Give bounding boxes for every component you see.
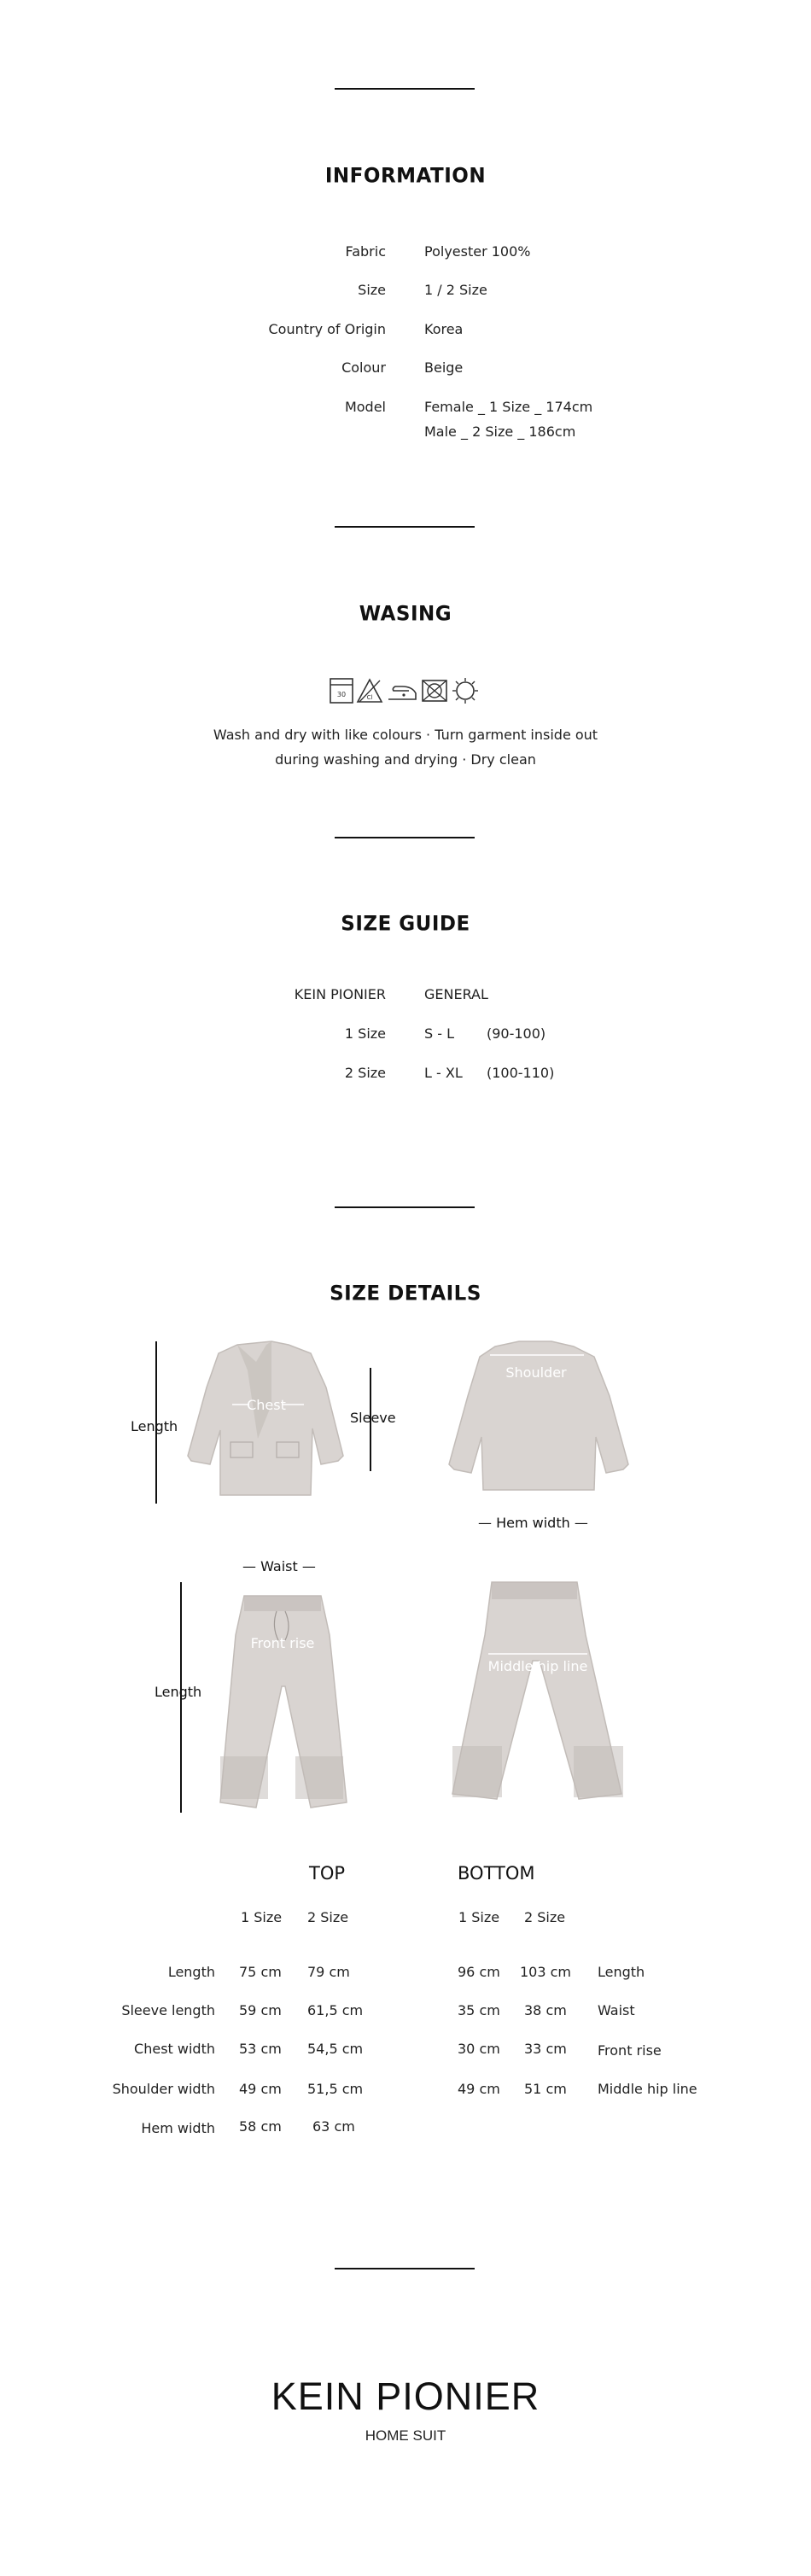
info-label-colour: Colour	[341, 359, 386, 376]
info-value-model-male: Male _ 2 Size _ 186cm	[424, 423, 576, 440]
waist-label: — Waist —	[242, 1558, 316, 1574]
bottom-back-diagram	[427, 1575, 649, 1814]
bottom-row-label: Length	[598, 1964, 645, 1980]
info-label-fabric: Fabric	[345, 243, 386, 260]
bottom-row-s2: 38 cm	[524, 2002, 567, 2018]
bottom-row-s2: 33 cm	[524, 2041, 567, 2057]
section-divider	[335, 88, 475, 90]
middle-hip-label: Middle hip line	[487, 1658, 588, 1674]
top-row-s2: 51,5 cm	[307, 2081, 364, 2097]
section-divider	[335, 2268, 475, 2269]
section-divider	[335, 837, 475, 838]
washing-instructions-line1: Wash and dry with like colours · Turn garment inside out	[213, 727, 598, 743]
section-divider	[335, 526, 475, 528]
info-label-origin: Country of Origin	[268, 321, 386, 337]
brand-name: KEIN PIONIER	[271, 2374, 540, 2418]
top-front-length-label: Length	[131, 1418, 178, 1434]
washing-instructions-line2: during washing and drying · Dry clean	[275, 751, 536, 768]
bottom-row-label: Middle hip line	[598, 2081, 697, 2097]
bottom-row-s1: 35 cm	[458, 2002, 500, 2018]
size-guide-header-general: GENERAL	[424, 986, 488, 1002]
top-row-label: Hem width	[141, 2120, 215, 2136]
top-row-s1: 49 cm	[239, 2081, 282, 2097]
top-row-s1: 58 cm	[239, 2118, 282, 2135]
size-guide-header-brand: KEIN PIONIER	[294, 986, 386, 1002]
bottom-row-label: Waist	[598, 2002, 635, 2018]
bottom-table-title: BOTTOM	[458, 1863, 535, 1884]
top-row-label: Sleeve length	[121, 2002, 215, 2018]
bottom-row-label: Front rise	[598, 2042, 662, 2059]
section-divider	[335, 1206, 475, 1208]
hem-width-label: — Hem width —	[478, 1515, 588, 1531]
brand-tagline: HOME SUIT	[365, 2427, 446, 2444]
sleeve-label: Sleeve	[350, 1410, 396, 1426]
size-guide-range-2: (100-110)	[487, 1065, 555, 1081]
info-value-colour: Beige	[424, 359, 464, 376]
size-guide-title: SIZE GUIDE	[341, 912, 470, 936]
wash-30-icon	[330, 679, 353, 703]
svg-text:30: 30	[336, 691, 347, 698]
info-value-model-female: Female _ 1 Size _ 174cm	[424, 399, 593, 415]
top-back-diagram	[427, 1336, 649, 1507]
bottom-header-size1: 1 Size	[458, 1909, 500, 1925]
info-label-size: Size	[358, 282, 386, 298]
top-row-s1: 75 cm	[239, 1964, 282, 1980]
bottom-row-s1: 49 cm	[458, 2081, 500, 2097]
care-icons	[327, 676, 484, 705]
size-details-title: SIZE DETAILS	[330, 1282, 481, 1306]
info-value-size: 1 / 2 Size	[424, 282, 487, 298]
size-guide-range-1: (90-100)	[487, 1025, 546, 1042]
top-row-s2: 63 cm	[312, 2118, 355, 2135]
top-row-label: Chest width	[134, 2041, 215, 2057]
no-bleach-icon	[358, 680, 382, 702]
bottom-header-size2: 2 Size	[524, 1909, 566, 1925]
top-table-title: TOP	[309, 1863, 346, 1884]
svg-text:Cl: Cl	[366, 694, 373, 701]
info-value-origin: Korea	[424, 321, 464, 337]
size-guide-size-1: 1 Size	[344, 1025, 386, 1042]
size-guide-size-2: 2 Size	[344, 1065, 386, 1081]
front-rise-label: Front rise	[250, 1635, 315, 1651]
top-row-s2: 61,5 cm	[307, 2002, 364, 2018]
bottom-row-s2: 51 cm	[524, 2081, 567, 2097]
info-label-model: Model	[344, 399, 386, 415]
bottom-row-s2: 103 cm	[520, 1964, 572, 1980]
top-row-label: Shoulder width	[112, 2081, 215, 2097]
top-header-size2: 2 Size	[307, 1909, 349, 1925]
bottom-front-length-label: Length	[155, 1684, 202, 1700]
info-value-fabric: Polyester 100%	[424, 243, 531, 260]
information-title: INFORMATION	[324, 164, 487, 188]
bottom-row-s1: 96 cm	[458, 1964, 500, 1980]
top-row-s2: 79 cm	[307, 1964, 350, 1980]
top-row-s2: 54,5 cm	[307, 2041, 364, 2057]
chest-label: Chest	[247, 1397, 286, 1413]
size-guide-general-2: L - XL	[424, 1065, 463, 1081]
size-guide-general-1: S - L	[424, 1025, 455, 1042]
low-iron-icon	[388, 686, 416, 699]
top-header-size1: 1 Size	[241, 1909, 283, 1925]
top-row-s1: 59 cm	[239, 2002, 282, 2018]
top-row-label: Length	[167, 1964, 215, 1980]
bottom-row-s1: 30 cm	[458, 2041, 500, 2057]
shoulder-label: Shoulder	[505, 1364, 567, 1381]
washing-title: WASING	[359, 602, 452, 626]
top-row-s1: 53 cm	[239, 2041, 282, 2057]
dry-clean-icon	[452, 678, 478, 704]
no-tumble-dry-icon	[423, 681, 446, 701]
